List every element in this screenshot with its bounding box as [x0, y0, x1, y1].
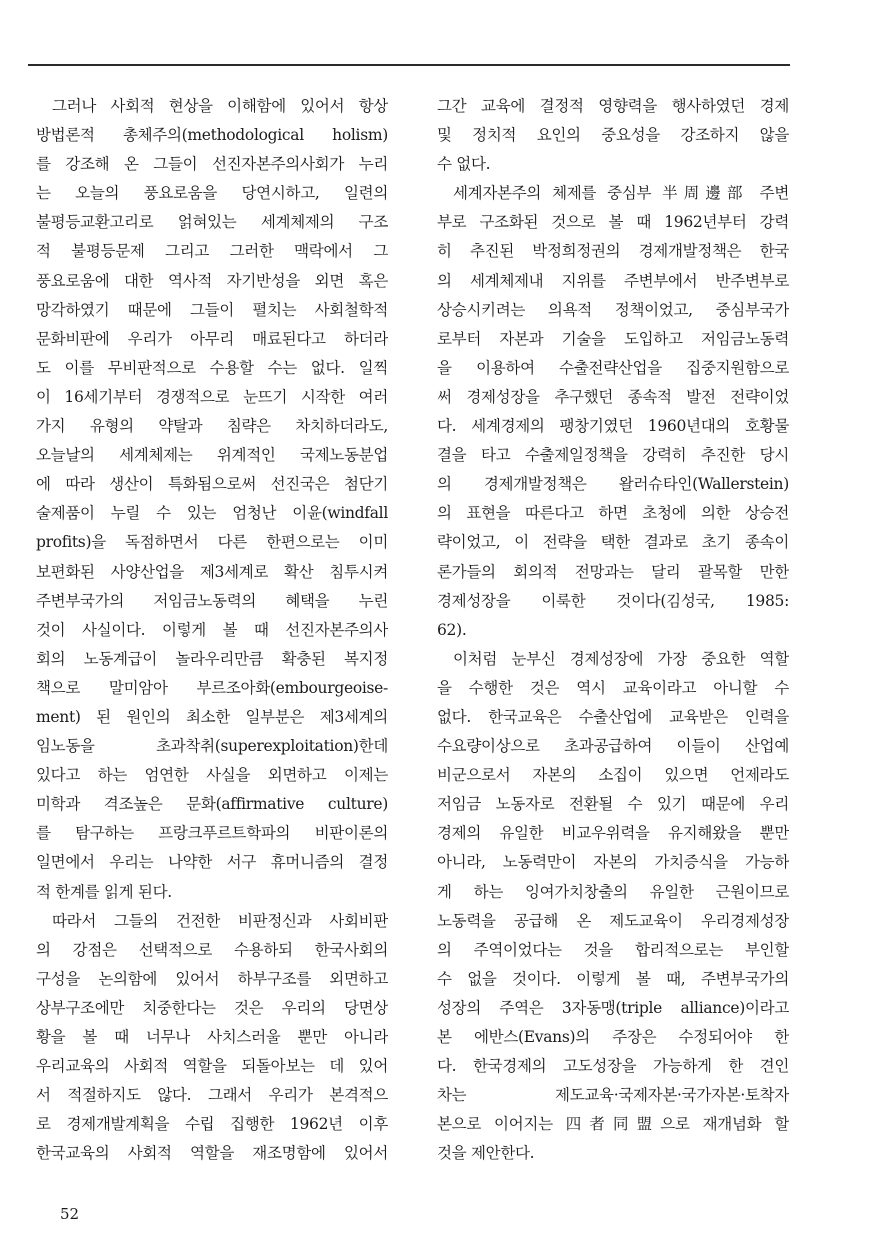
text-line: 주변부국가의 저임금노동력의 혜택을 누린 — [36, 591, 388, 610]
text-line: 이처럼 눈부신 경제성장에 가장 중요한 역할 — [453, 649, 789, 668]
text-line: 의 경제개발정책은 왈러슈타인(Wallerstein) — [437, 475, 789, 494]
text-line: 를 강조해 온 그들이 선진자본주의사회가 누리 — [36, 155, 388, 174]
text-line: 로 경제개발계획을 수립 집행한 1962년 이후 — [36, 1115, 388, 1134]
text-line: 62). — [437, 620, 467, 639]
text-line: 히 추진된 박정희정권의 경제개발정책은 한국 — [437, 242, 789, 261]
text-line: 황을 볼 때 너무나 사치스러울 뿐만 아니라 — [36, 1028, 388, 1046]
text-line: 있다고 하는 엄연한 사실을 외면하고 이제는 — [36, 766, 388, 785]
text-line: 의 강점은 선택적으로 수용하되 한국사회의 — [36, 940, 388, 959]
text-line: 다. 세계경제의 팽창기였던 1960년대의 호황물 — [437, 417, 789, 436]
text-line: 는 오늘의 풍요로움을 당연시하고, 일련의 — [36, 184, 388, 203]
text-line: 의 세계체제내 지위를 주변부에서 반주변부로 — [437, 271, 789, 290]
header-rule — [28, 64, 790, 66]
page-number: 52 — [60, 1205, 80, 1223]
text-line: 의 주역이었다는 것을 합리적으로는 부인할 — [437, 940, 789, 959]
left-column — [36, 92, 388, 1168]
text-line: 구성을 논의함에 있어서 하부구조를 외면하고 — [36, 969, 388, 988]
text-line: 도 이를 무비판적으로 수용할 수는 없다. 일찍 — [36, 358, 388, 377]
text-line: 노동력을 공급해 온 제도교육이 우리경제성장 — [437, 911, 789, 930]
text-line: 저임금 노동자로 전환될 수 있기 때문에 우리 — [437, 795, 789, 814]
text-line: 한국교육의 사회적 역할을 재조명함에 있어서 — [36, 1144, 388, 1163]
text-line: 것이 사실이다. 이렇게 볼 때 선진자본주의사 — [36, 620, 388, 639]
text-line: 수 없을 것이다. 이렇게 볼 때, 주변부국가의 — [437, 969, 789, 988]
text-line: 써 경제성장을 추구했던 종속적 발전 전략이었 — [437, 387, 789, 406]
text-line: 가지 유형의 약탈과 침략은 차치하더라도, — [36, 417, 388, 436]
text-line: 그간 교육에 결정적 영향력을 행사하였던 경제 — [437, 97, 789, 115]
text-line: 풍요로움에 대한 역사적 자기반성을 외면 혹은 — [36, 271, 388, 290]
text-line: 보편화된 사양산업을 제3세계로 확산 침투시켜 — [36, 562, 388, 581]
text-line: 적 한계를 읽게 된다. — [36, 882, 172, 901]
text-line: 본 에반스(Evans)의 주장은 수정되어야 한 — [437, 1028, 789, 1046]
text-line: 론가들의 회의적 전망과는 달리 괄목할 만한 — [437, 562, 789, 581]
text-line: 의 표현을 따른다고 하면 초청에 의한 상승전 — [437, 504, 789, 523]
text-line: 비군으로서 자본의 소집이 있으면 언제라도 — [437, 766, 789, 785]
right-column — [437, 92, 789, 1168]
text-line: 다. 한국경제의 고도성장을 가능하게 한 견인 — [437, 1057, 789, 1076]
text-line: 임노동을 초과착취(superexploitation)한데 — [36, 737, 388, 756]
text-line: 및 정치적 요인의 중요성을 강조하지 않을 — [437, 126, 789, 145]
text-line: 방법론적 총체주의(methodological holism) — [36, 126, 388, 145]
text-line: 그러나 사회적 현상을 이해함에 있어서 항상 — [52, 97, 388, 115]
text-line: 것을 제안한다. — [437, 1144, 535, 1163]
text-line: 를 탐구하는 프랑크푸르트학파의 비판이론의 — [36, 824, 388, 843]
text-line: 일면에서 우리는 나약한 서구 휴머니즘의 결정 — [36, 853, 388, 872]
text-line: 우리교육의 사회적 역할을 되돌아보는 데 있어 — [36, 1057, 388, 1076]
text-line: 미학과 격조높은 문화(affirmative culture) — [36, 795, 388, 814]
text-line: 수요량이상으로 초과공급하여 이들이 산업예 — [437, 737, 789, 756]
text-line: 상부구조에만 치중한다는 것은 우리의 당면상 — [36, 998, 388, 1017]
text-line: 불평등교환고리로 얽혀있는 세계체제의 구조 — [36, 213, 388, 232]
text-line: profits)을 독점하면서 다른 한편으로는 이미 — [36, 533, 388, 552]
text-line: 성장의 주역은 3자동맹(triple alliance)이라고 — [437, 998, 789, 1017]
text-line: ment) 된 원인의 최소한 일부분은 제3세계의 — [36, 707, 388, 726]
text-line: 략이었고, 이 전략을 택한 결과로 초기 종속이 — [437, 533, 789, 552]
text-line: 결을 타고 수출제일정책을 강력히 추진한 당시 — [437, 446, 789, 465]
text-line: 망각하였기 때문에 그들이 펼치는 사회철학적 — [36, 300, 388, 319]
text-line: 경제의 유일한 비교우위력을 유지해왔을 뿐만 — [437, 824, 789, 843]
text-line: 차는 제도교육·국제자본·국가자본·토착자 — [437, 1086, 789, 1105]
text-line: 적 불평등문제 그리고 그러한 맥락에서 그 — [36, 242, 388, 261]
text-line: 문화비판에 우리가 아무리 매료된다고 하더라 — [36, 329, 388, 348]
text-line: 술제품이 누릴 수 있는 엄청난 이윤(windfall — [36, 504, 388, 523]
text-line: 경제성장을 이룩한 것이다(김성국, 1985: — [437, 591, 789, 610]
text-line: 상승시키려는 의욕적 정책이었고, 중심부국가 — [437, 300, 789, 319]
text-line: 로부터 자본과 기술을 도입하고 저임금노동력 — [437, 329, 789, 348]
text-line: 본으로 이어지는 四者同盟으로 재개념화 할 — [437, 1115, 789, 1134]
text-line: 수 없다. — [437, 155, 491, 174]
text-line: 부로 구조화된 것으로 볼 때 1962년부터 강력 — [437, 213, 789, 232]
text-line: 책으로 말미암아 부르조아화(embourgeoise- — [36, 678, 388, 697]
text-line: 서 적절하지도 않다. 그래서 우리가 본격적으 — [36, 1086, 388, 1105]
text-line: 없다. 한국교육은 수출산업에 교육받은 인력을 — [437, 707, 789, 726]
text-line: 오늘날의 세계체제는 위계적인 국제노동분업 — [36, 446, 388, 465]
text-line: 회의 노동계급이 놀라우리만큼 확충된 복지정 — [36, 649, 388, 668]
text-line: 세계자본주의 체제를 중심부 半周邊部 주변 — [453, 184, 789, 203]
text-line: 게 하는 잉여가치창출의 유일한 근원이므로 — [437, 882, 789, 901]
text-line: 을 이용하여 수출전략산업을 집중지원함으로 — [437, 358, 789, 377]
text-line: 이 16세기부터 경쟁적으로 눈뜨기 시작한 여러 — [36, 387, 388, 406]
text-line: 따라서 그들의 건전한 비판정신과 사회비판 — [52, 911, 388, 930]
text-line: 아니라, 노동력만이 자본의 가치증식을 가능하 — [437, 853, 789, 872]
text-line: 을 수행한 것은 역시 교육이라고 아니할 수 — [437, 678, 789, 697]
text-line: 에 따라 생산이 특화됨으로써 선진국은 첨단기 — [36, 475, 388, 494]
